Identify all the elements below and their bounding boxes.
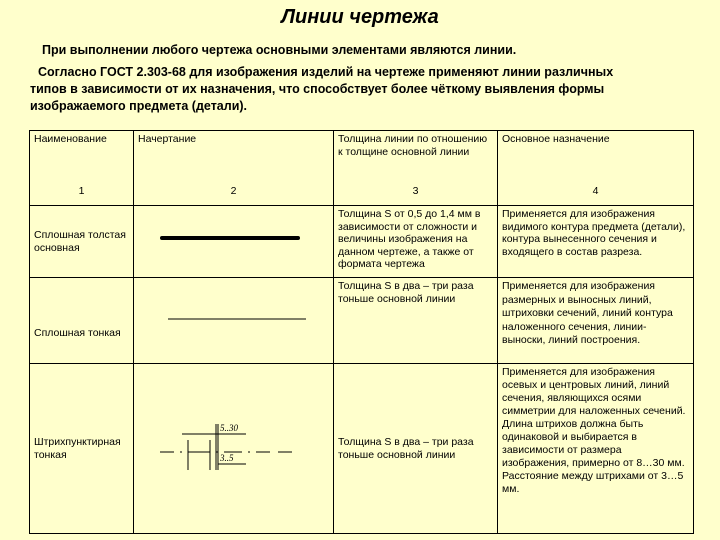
table-row [30,206,694,278]
line-types-table [29,130,694,534]
column-number: 4 [498,183,694,206]
row-thickness: Толщина S от 0,5 до 1,4 мм в зависимости от сложности и величины изображения на данном чертеже, а также от формата чертежа [334,206,498,278]
row-thickness: Толщина S в два – три раза тоньше основной линии [334,278,498,364]
column-number: 3 [334,183,498,206]
dash-dot-line-sample [134,364,334,534]
row-purpose: Применяется для изображения видимого контура предмета (детали), контура вынесенного сечения и входящего в состав разреза. [498,206,694,278]
row-drawing [134,206,334,278]
thin-line-sample [134,278,334,364]
dim-label-bottom: 3..5 [220,453,234,463]
table-row [30,364,694,534]
row-name: Сплошная толстая основная [30,206,134,278]
intro-line-1: Согласно ГОСТ 2.303-68 для изображения изделий на чертеже применяют линии различных [38,65,614,79]
table-header-row [30,131,694,184]
intro-paragraph-2 [30,64,698,115]
row-drawing [134,278,334,364]
row-purpose: Применяется для изображения осевых и центровых линий, линий сечения, являющихся осями симметрии для наложенных сечений. Длина штрихов должна быть одинаковой и выбирается в зависимости от размера изображения, примерно от 8…30 мм. Расстояние между штрихами от 3…5 мм. [498,364,694,534]
header-purpose: Основное назначение [498,131,694,184]
row-drawing [134,364,334,534]
row-purpose: Применяется для изображения размерных и выносных линий, штриховки сечений, линий контура наложенного сечения, линии-выноски, линий построения. [498,278,694,364]
intro-paragraph-1: При выполнении любого чертежа основными элементами являются линии. [42,43,517,57]
header-drawing: Начертание [134,131,334,184]
row-name: Сплошная тонкая [30,278,134,364]
row-thickness: Толщина S в два – три раза тоньше основной линии [334,364,498,534]
intro-line-3: изображаемого предмета (детали). [30,99,248,113]
header-thickness: Толщина линии по отношению к толщине основной линии [334,131,498,184]
row-name: Штрихпунктирная тонкая [30,364,134,534]
table-row [30,278,694,364]
page-title: Линии чертежа [281,6,439,28]
dim-label-top: 5..30 [220,423,238,433]
thick-line-sample [134,206,334,278]
column-number: 2 [134,183,334,206]
intro-line-2: типов в зависимости от их назначения, что способствует более чёткому выявления формы [30,82,605,96]
column-number: 1 [30,183,134,206]
header-name: Наименование [30,131,134,184]
table-number-row [30,183,694,206]
